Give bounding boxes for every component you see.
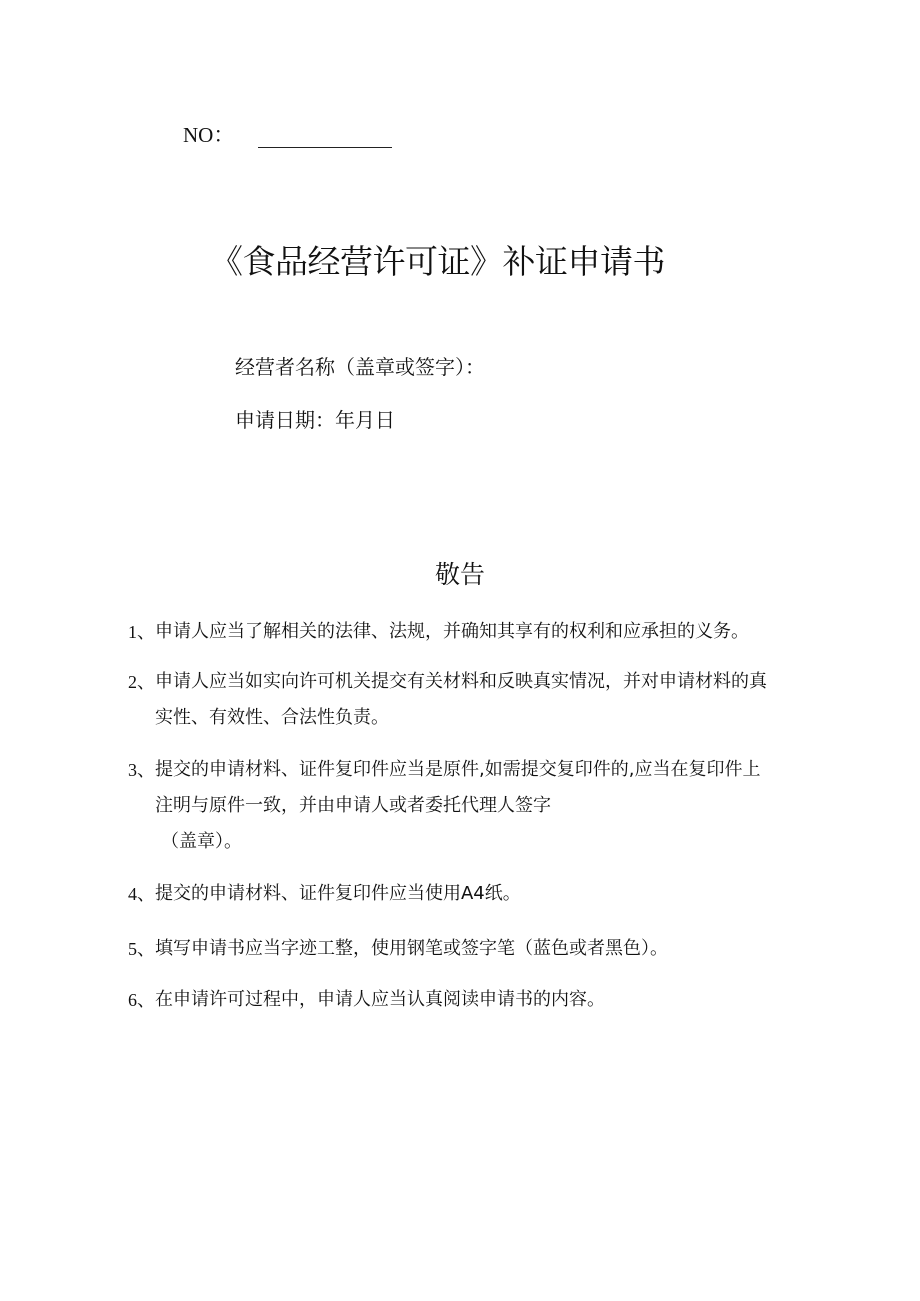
notice-item-line: 填写申请书应当字迹工整，使用钢笔或签字笔（蓝色或者黑色）。 bbox=[155, 938, 668, 959]
notice-item-number: 4、 bbox=[128, 884, 155, 904]
notice-item-line: 提交的申请材料、证件复印件应当使用A4纸。 bbox=[155, 883, 521, 904]
notice-item-6 bbox=[128, 982, 840, 1018]
notice-item-4 bbox=[128, 876, 840, 912]
notice-item-number: 2、 bbox=[128, 672, 155, 692]
page-title: 《食品经营许可证》补证申请书 bbox=[210, 242, 665, 281]
notice-item-3 bbox=[128, 752, 840, 860]
notice-item-line: 提交的申请材料、证件复印件应当是原件,如需提交复印件的,应当在复印件上 bbox=[155, 759, 761, 780]
notice-item-2 bbox=[128, 664, 840, 736]
operator-name-field: 经营者名称（盖章或签字）： bbox=[235, 355, 485, 379]
notice-item-1 bbox=[128, 614, 840, 650]
notice-item-text bbox=[155, 752, 840, 860]
notice-item-line: 在申请许可过程中，申请人应当认真阅读申请书的内容。 bbox=[155, 989, 605, 1010]
notice-item-number: 5、 bbox=[128, 939, 155, 959]
notice-item-text bbox=[155, 876, 840, 912]
apply-date-field: 申请日期：年月日 bbox=[235, 408, 395, 432]
notice-item-text bbox=[155, 931, 840, 967]
notice-item-number: 3、 bbox=[128, 760, 155, 780]
notice-item-text bbox=[155, 614, 840, 650]
notice-item-text bbox=[155, 982, 840, 1018]
notice-item-5 bbox=[128, 931, 840, 967]
notice-item-text bbox=[155, 664, 840, 736]
number-label: NO： bbox=[183, 123, 235, 147]
notice-item-line: 申请人应当了解相关的法律、法规，并确知其享有的权利和应承担的义务。 bbox=[155, 621, 749, 642]
notice-item-line: （盖章）。 bbox=[161, 831, 242, 852]
notice-item-line: 注明与原件一致，并由申请人或者委托代理人签字 bbox=[155, 795, 551, 816]
notice-item-number: 1、 bbox=[128, 622, 155, 642]
notice-item-line: 申请人应当如实向许可机关提交有关材料和反映真实情况，并对申请材料的真 bbox=[155, 671, 767, 692]
notice-heading: 敬告 bbox=[434, 560, 485, 589]
notice-item-number: 6、 bbox=[128, 990, 155, 1010]
document-number bbox=[183, 122, 392, 148]
notice-item-line: 实性、有效性、合法性负责。 bbox=[155, 707, 389, 728]
number-blank-line bbox=[258, 125, 392, 148]
